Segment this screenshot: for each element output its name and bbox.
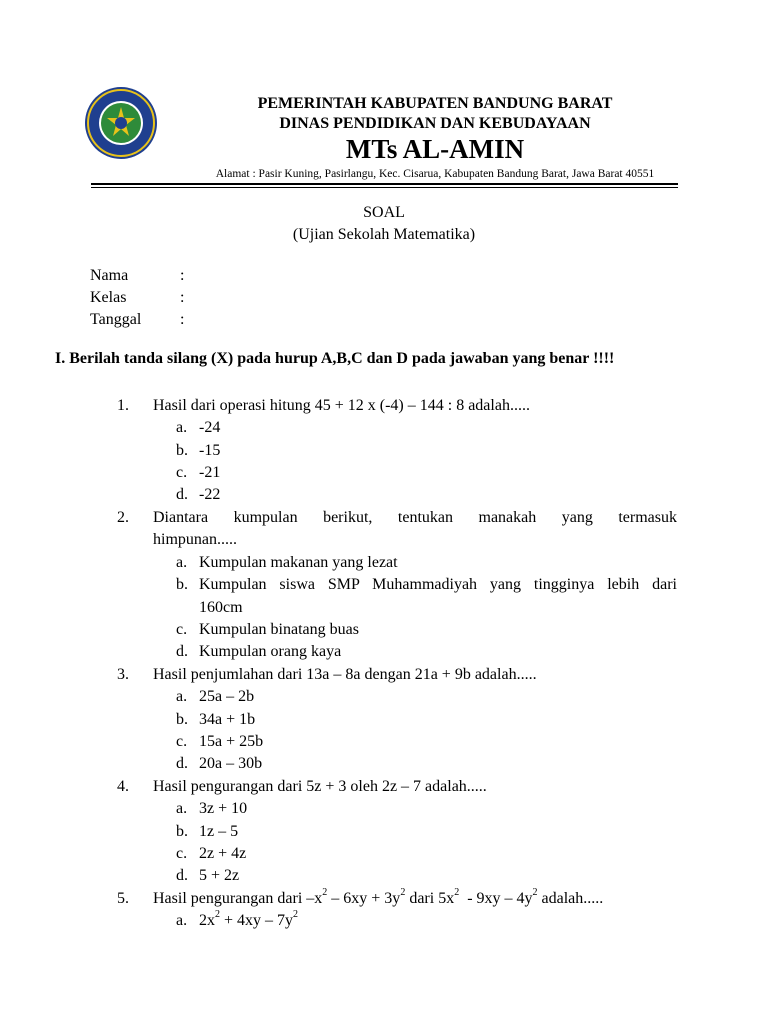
question-text-continued: himpunan..... [153, 531, 237, 548]
option-letter: b. [176, 823, 188, 840]
identity-label-kelas: Kelas [90, 289, 127, 306]
option-letter: a. [176, 912, 188, 929]
option-text: 34a + 1b [199, 711, 256, 728]
option-letter: a. [176, 419, 188, 436]
option-text: $2x^2 + 4xy - 7y^2$ [199, 909, 299, 929]
identity-colon: : [180, 267, 185, 284]
option-text: Kumpulan siswa SMP Muhammadiyah yang tingginya lebih dari [199, 576, 677, 593]
option-text: 3z + 10 [199, 800, 248, 817]
option-letter: d. [176, 643, 188, 660]
question-number: 2. [117, 509, 129, 526]
header-divider-thick [91, 183, 678, 185]
document-title: SOAL [363, 204, 405, 221]
option-letter: a. [176, 688, 188, 705]
identity-colon: : [180, 311, 185, 328]
identity-label-tanggal: Tanggal [90, 311, 142, 328]
option-text: -22 [199, 486, 221, 503]
instruction-heading: I. Berilah tanda silang (X) pada hurup A,B,C dan D pada jawaban yang benar !!!! [55, 350, 615, 367]
option-text: 2z + 4z [199, 845, 247, 862]
question-text: Hasil dari operasi hitung 45 + 12 x (-4) – 144 : 8 adalah..... [153, 397, 530, 414]
option-letter: b. [176, 442, 188, 459]
option-letter: d. [176, 486, 188, 503]
option-text: 25a – 2b [199, 688, 255, 705]
option-text-continued: 160cm [199, 599, 243, 616]
option-letter: a. [176, 554, 188, 571]
option-text: Kumpulan orang kaya [199, 643, 342, 660]
option-text: Kumpulan binatang buas [199, 621, 359, 638]
question-number: 1. [117, 397, 129, 414]
header-department: DINAS PENDIDIKAN DAN KEBUDAYAAN [279, 115, 591, 132]
header-government: PEMERINTAH KABUPATEN BANDUNG BARAT [257, 95, 613, 112]
question-number: 3. [117, 666, 129, 683]
question-text: Diantara kumpulan berikut, tentukan manakah yang termasuk [153, 509, 677, 526]
option-letter: b. [176, 576, 188, 593]
identity-colon: : [180, 289, 185, 306]
option-letter: d. [176, 755, 188, 772]
option-text: -15 [199, 442, 221, 459]
question-number: 4. [117, 778, 129, 795]
option-letter: c. [176, 621, 188, 638]
option-letter: c. [176, 845, 188, 862]
school-name: MTs AL-AMIN [345, 134, 525, 164]
option-text: -24 [199, 419, 221, 436]
option-text: -21 [199, 464, 221, 481]
option-text: 20a – 30b [199, 755, 263, 772]
option-text: 1z – 5 [199, 823, 239, 840]
question-text: Hasil penjumlahan dari 13a – 8a dengan 21a + 9b adalah..... [153, 666, 537, 683]
identity-label-nama: Nama [90, 267, 129, 284]
option-text: 5 + 2z [199, 867, 240, 884]
question-text: Hasil pengurangan dari 5z + 3 oleh 2z – 7 adalah..... [153, 778, 487, 795]
header-divider-thin [91, 187, 678, 188]
question-number: 5. [117, 890, 129, 907]
option-letter: b. [176, 711, 188, 728]
option-text: Kumpulan makanan yang lezat [199, 554, 398, 571]
option-letter: a. [176, 800, 188, 817]
option-letter: c. [176, 733, 188, 750]
option-letter: d. [176, 867, 188, 884]
school-address: Alamat : Pasir Kuning, Pasirlangu, Kec. Cisarua, Kabupaten Bandung Barat, Jawa Barat 40551 [215, 168, 655, 180]
question-text: Hasil pengurangan dari $-x^2 - 6xy + 3y^2$ dari $5x^2 - 9xy - 4y^2$ adalah..... [153, 887, 604, 907]
document-subtitle: (Ujian Sekolah Matematika) [292, 226, 476, 243]
option-text: 15a + 25b [199, 733, 264, 750]
option-letter: c. [176, 464, 188, 481]
